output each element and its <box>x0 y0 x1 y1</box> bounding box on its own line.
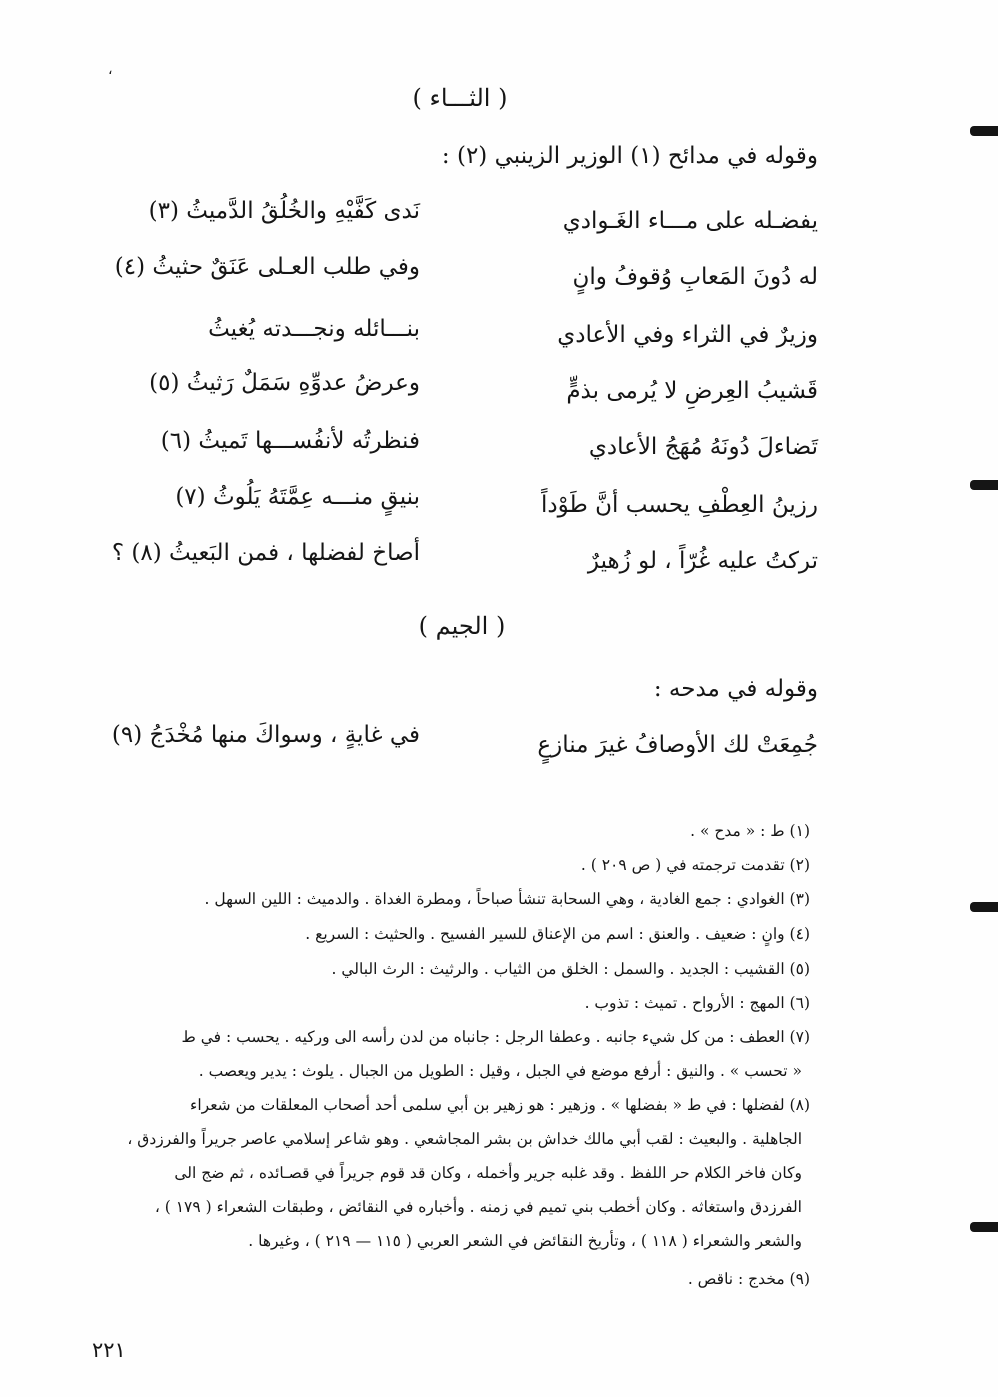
verse2-first-hemistich: له دُونَ المَعابِ وُقوفُ وانٍ <box>572 264 818 290</box>
stray-mark: ، <box>108 62 113 78</box>
verse5-first-hemistich: تَضاءلَ دُونَهُ مُهَجُ الأعادي <box>588 434 818 460</box>
verse8-first-hemistich: جُمِعَتْ لك الأوصافُ غيرَ منازعٍ <box>537 732 818 758</box>
verse8-second-hemistich: في غايةٍ ، وسواكَ منها مُخْدَجُ (٩) <box>111 722 420 748</box>
verse4-first-hemistich: قَشيبُ العِرضِ لا يُرمى بذمٍّ <box>566 378 818 404</box>
margin-mark <box>970 126 998 136</box>
verse3-second-hemistich: بنـــائله ونجـــدته يُغيثُ <box>208 316 420 342</box>
footnote-8-line-5: والشعر والشعراء ( ١١٨ ) ، وتأريخ النقائض في الشعر العربي ( ١١٥ — ٢١٩ ) ، وغيرها . <box>248 1232 802 1250</box>
verse2-second-hemistich: وفي طلب العـلى عَنَقٌ حثيثُ (٤) <box>114 254 420 280</box>
verse7-second-hemistich: أصاخ لفضلها ، فمن البَعيثُ (٨) ؟ <box>111 540 420 566</box>
poem2-intro: وقوله في مدحه : <box>653 676 818 702</box>
verse3-first-hemistich: وزيرٌ في الثراء وفي الأعادي <box>557 322 818 348</box>
footnote-6: (٦) المهج : الأرواح . تميث : تذوب . <box>584 994 810 1012</box>
verse6-second-hemistich: بنيقٍ منـــه عِمَّتَهُ يَلُوثُ (٧) <box>175 484 420 510</box>
verse1-first-hemistich: يفضـله على مـــاء الغَـوادي <box>562 208 818 234</box>
margin-mark <box>970 480 998 490</box>
section-title-jim: ( الجيم ) <box>418 612 506 640</box>
page-number: ٢٢١ <box>92 1338 126 1362</box>
verse7-first-hemistich: تركتُ عليه غُرّاً ، لو زُهيرٌ <box>587 548 818 574</box>
margin-mark <box>970 902 998 912</box>
footnote-5: (٥) القشيب : الجديد . والسمل : الخلق من الثياب . والرثيث : الرث البالي . <box>331 960 810 978</box>
footnote-8: (٨) لفضلها : في ط « بفضلها » . وزهير : هو زهير بن أبي سلمى أحد أصحاب المعلقات من شعراء <box>190 1096 810 1114</box>
footnote-1: (١) ط : « مدح » . <box>690 822 810 840</box>
footnote-9: (٩) مخدج : ناقص . <box>687 1270 810 1288</box>
verse5-second-hemistich: فنظرتُه لأنفُســـها تَميثُ (٦) <box>160 428 420 454</box>
footnote-3: (٣) الغوادي : جمع الغادية ، وهي السحابة تنشأ صباحاً ، ومطرة الغداة . والدميث : اللين السهل . <box>204 890 810 908</box>
poem1-intro: وقوله في مدائح (١) الوزير الزينبي (٢) : <box>441 143 818 169</box>
footnote-7: (٧) العطف : من كل شيء جانبه . وعطفا الرجل : جانباه من لدن رأسه الى وركيه . يحسب : في ط <box>181 1028 810 1046</box>
footnote-4: (٤) وانٍ : ضعيف . والعنق : اسم من الإعناق للسير الفسيح . والحثيث : السريع . <box>305 925 810 943</box>
verse4-second-hemistich: وعرضُ عدوِّهِ سَمَلٌ رَثيثُ (٥) <box>149 370 420 396</box>
footnote-8-line-2: الجاهلية . والبعيث : لقب أبي مالك خداش بن بشر المجاشعي . وهو شاعر إسلامي عاصر جريراً والفرزدق ، <box>127 1130 802 1148</box>
footnote-8-line-4: الفرزدق واستغاثه . وكان أخطب بني تميم في زمنه . وأخباره في النقائض ، وطبقات الشعراء ( ١٧٩ ) ، <box>154 1198 802 1216</box>
footnote-7-continued: « تحسب » . والنيق : أرفع موضع في الجبل ، وقيل : الطويل من الجبال . يلوث : يدير ويعصب . <box>198 1062 802 1080</box>
footnote-2: (٢) تقدمت ترجمته في ( ص ٢٠٩ ) . <box>580 856 810 874</box>
section-title-tha: ( الثـــاء ) <box>412 84 508 112</box>
footnote-8-line-3: وكان فاخر الكلام حر اللفظ . وقد غلبه جرير وأخمله ، وكان قد قوم جريراً في قصـائده ، ثم ضج الى <box>174 1164 802 1182</box>
verse1-second-hemistich: نَدى كَفَّيْهِ والخُلُقُ الدَّميثُ (٣) <box>148 198 420 224</box>
margin-mark <box>970 1222 998 1232</box>
verse6-first-hemistich: رزينُ العِطْفِ يحسب أنَّ طَوْداً <box>541 492 818 518</box>
